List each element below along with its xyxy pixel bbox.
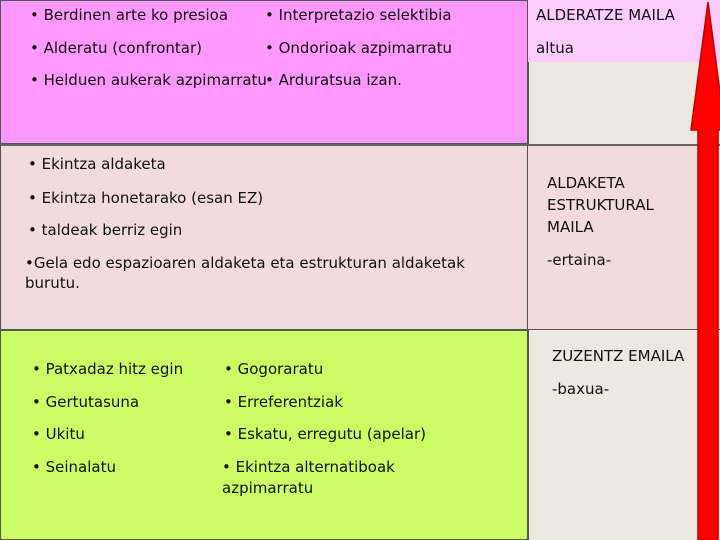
- row-high-item: • Interpretazio selektibia: [265, 6, 452, 24]
- row-high-item: • Alderatu (confrontar): [30, 39, 202, 57]
- row-high-item: • Helduen aukerak azpimarratu: [30, 71, 267, 89]
- row-medium-level: -ertaina-: [547, 251, 612, 269]
- row-low-item: • Ukitu: [32, 425, 85, 443]
- row-high-level: altua: [536, 39, 574, 57]
- row-medium-item: • Ekintza honetarako (esan EZ): [28, 189, 264, 207]
- row-medium-item: • taldeak berriz egin: [28, 221, 183, 239]
- row-high-item: • Arduratsua izan.: [265, 71, 402, 89]
- row-medium-heading: ALDAKETA ESTRUKTURAL MAILA: [547, 174, 654, 236]
- row-low-item: • Gogoraratu: [224, 360, 324, 378]
- row-high-heading: ALDERATZE MAILA: [536, 6, 675, 24]
- row-medium-item: • Ekintza aldaketa: [28, 155, 166, 173]
- row-low-item: • Ekintza alternatiboak azpimarratu: [222, 458, 395, 497]
- row-low-level: -baxua-: [552, 380, 610, 398]
- row-low-item: • Seinalatu: [32, 458, 116, 476]
- row-low-item: • Eskatu, erregutu (apelar): [224, 425, 427, 443]
- row-high-item: • Berdinen arte ko presioa: [30, 6, 229, 24]
- row-low-heading: ZUZENTZ EMAILA: [552, 347, 685, 365]
- row-low-item: • Erreferentziak: [224, 393, 343, 411]
- row-high-item: • Ondorioak azpimarratu: [265, 39, 452, 57]
- row-medium-item: •Gela edo espazioaren aldaketa eta estrukturan aldaketak burutu.: [25, 254, 465, 292]
- row-low-item: • Gertutasuna: [32, 393, 140, 411]
- row-low-item: • Patxadaz hitz egin: [32, 360, 184, 378]
- level-arrow-up-icon: [690, 0, 720, 540]
